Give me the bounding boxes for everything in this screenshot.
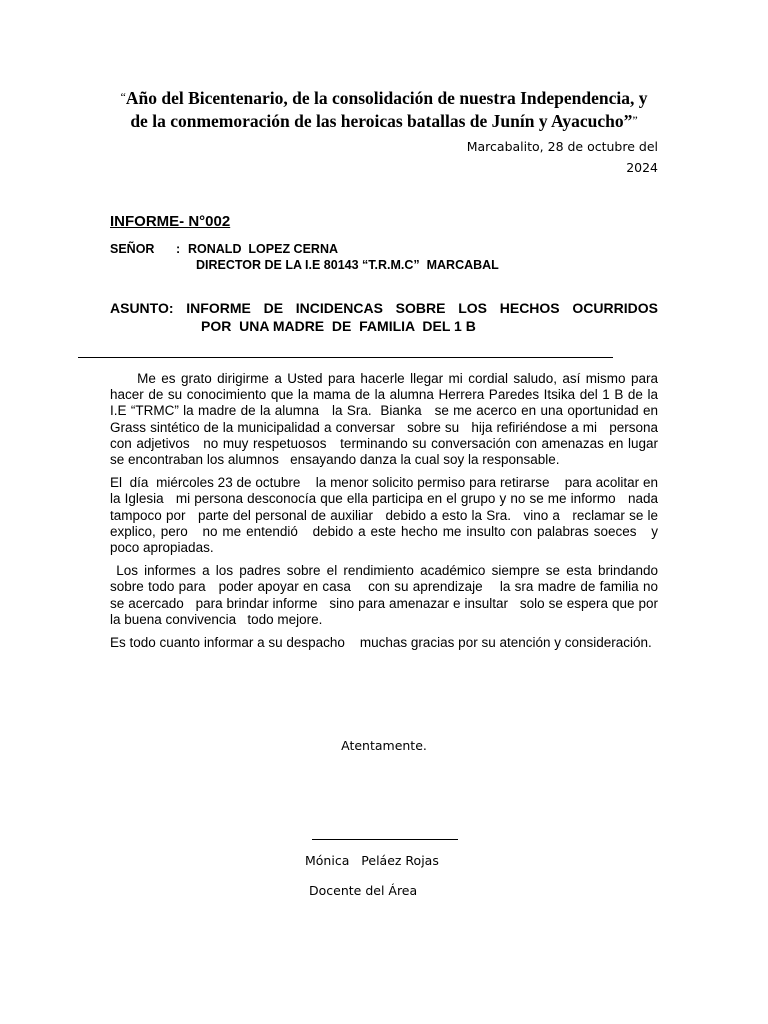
body-paragraph: El día miércoles 23 de octubre la menor solicito permiso para retirarse para acolitar en la Iglesia mi persona desconocía que ella participa en el grupo y no se me informo nada tampoco por parte del personal de auxiliar debido a esto la Sra. vino a reclamar se le explico, pero no me entendió debido a este hecho me insulto con palabras soeces y poco apropiadas. <box>110 475 662 556</box>
recipient-separator: : <box>176 242 181 256</box>
subject-word: OCURRIDOS <box>572 300 658 316</box>
signer-role: Docente del Área <box>309 883 418 898</box>
subject-word: LOS <box>458 300 487 316</box>
signer-name: Mónica Peláez Rojas <box>305 853 439 868</box>
signature-line <box>312 839 458 840</box>
year-motto <box>100 86 668 132</box>
subject-word: INFORME <box>186 300 251 316</box>
motto-line-1: Año del Bicentenario, de la consolidación de nuestra Independencia, y <box>125 88 648 108</box>
motto-line-2: de la conmemoración de las heroicas batallas de Junín y Ayacucho” <box>130 111 633 131</box>
subject-word: INCIDENCAS <box>295 300 383 316</box>
separator-rule <box>78 357 613 358</box>
subject-word: SOBRE <box>395 300 446 316</box>
body-paragraph: Me es grato dirigirme a Usted para hacerle llegar mi cordial saludo, así mismo para hacer de su conocimiento que la mama de la alumna Herrera Paredes Itsika del 1 B de la I.E “TRMC” la madre de la alumna la Sra. Bianka se me acerco en una oportunidad en Grass sintético de la municipalidad a conversar sobre su hija refiriéndose a mi persona con adjetivos no muy respetuosos terminando su conversación con amenazas en lugar se encontraban los alumnos ensayando danza la cual soy la responsable. <box>110 371 670 468</box>
motto-open-quote: “ <box>120 90 126 104</box>
place-date-line-2: 2024 <box>626 160 658 175</box>
subject-word: DE <box>263 300 284 316</box>
closing-greeting: Atentamente. <box>341 738 427 753</box>
subject-word: HECHOS <box>499 300 560 316</box>
body-paragraph: Es todo cuanto informar a su despacho muchas gracias por su atención y consideración. <box>110 635 652 651</box>
recipient-block <box>110 241 499 273</box>
subject-line-2: POR UNA MADRE DE FAMILIA DEL 1 B <box>201 318 476 334</box>
recipient-label: SEÑOR <box>110 242 155 256</box>
recipient-name: RONALD LOPEZ CERNA <box>188 242 338 256</box>
report-body <box>110 371 670 658</box>
place-date-line-1: Marcabalito, 28 de octubre del <box>466 139 658 154</box>
recipient-position: DIRECTOR DE LA I.E 80143 “T.R.M.C” MARCABAL <box>196 258 499 272</box>
report-title: INFORME- N°002 <box>110 213 231 230</box>
subject-label: ASUNTO: <box>110 300 174 316</box>
body-paragraph: Los informes a los padres sobre el rendimiento académico siempre se esta brindando sobre todo para poder apoyar en casa con su aprendizaje la sra madre de familia no se acercado para brindar informe sino para amenazar e insultar solo se espera que por la buena convivencia todo mejore. <box>110 563 662 627</box>
place-and-date <box>398 136 658 178</box>
motto-close-quote: ” <box>632 113 638 127</box>
subject-block <box>110 299 658 335</box>
